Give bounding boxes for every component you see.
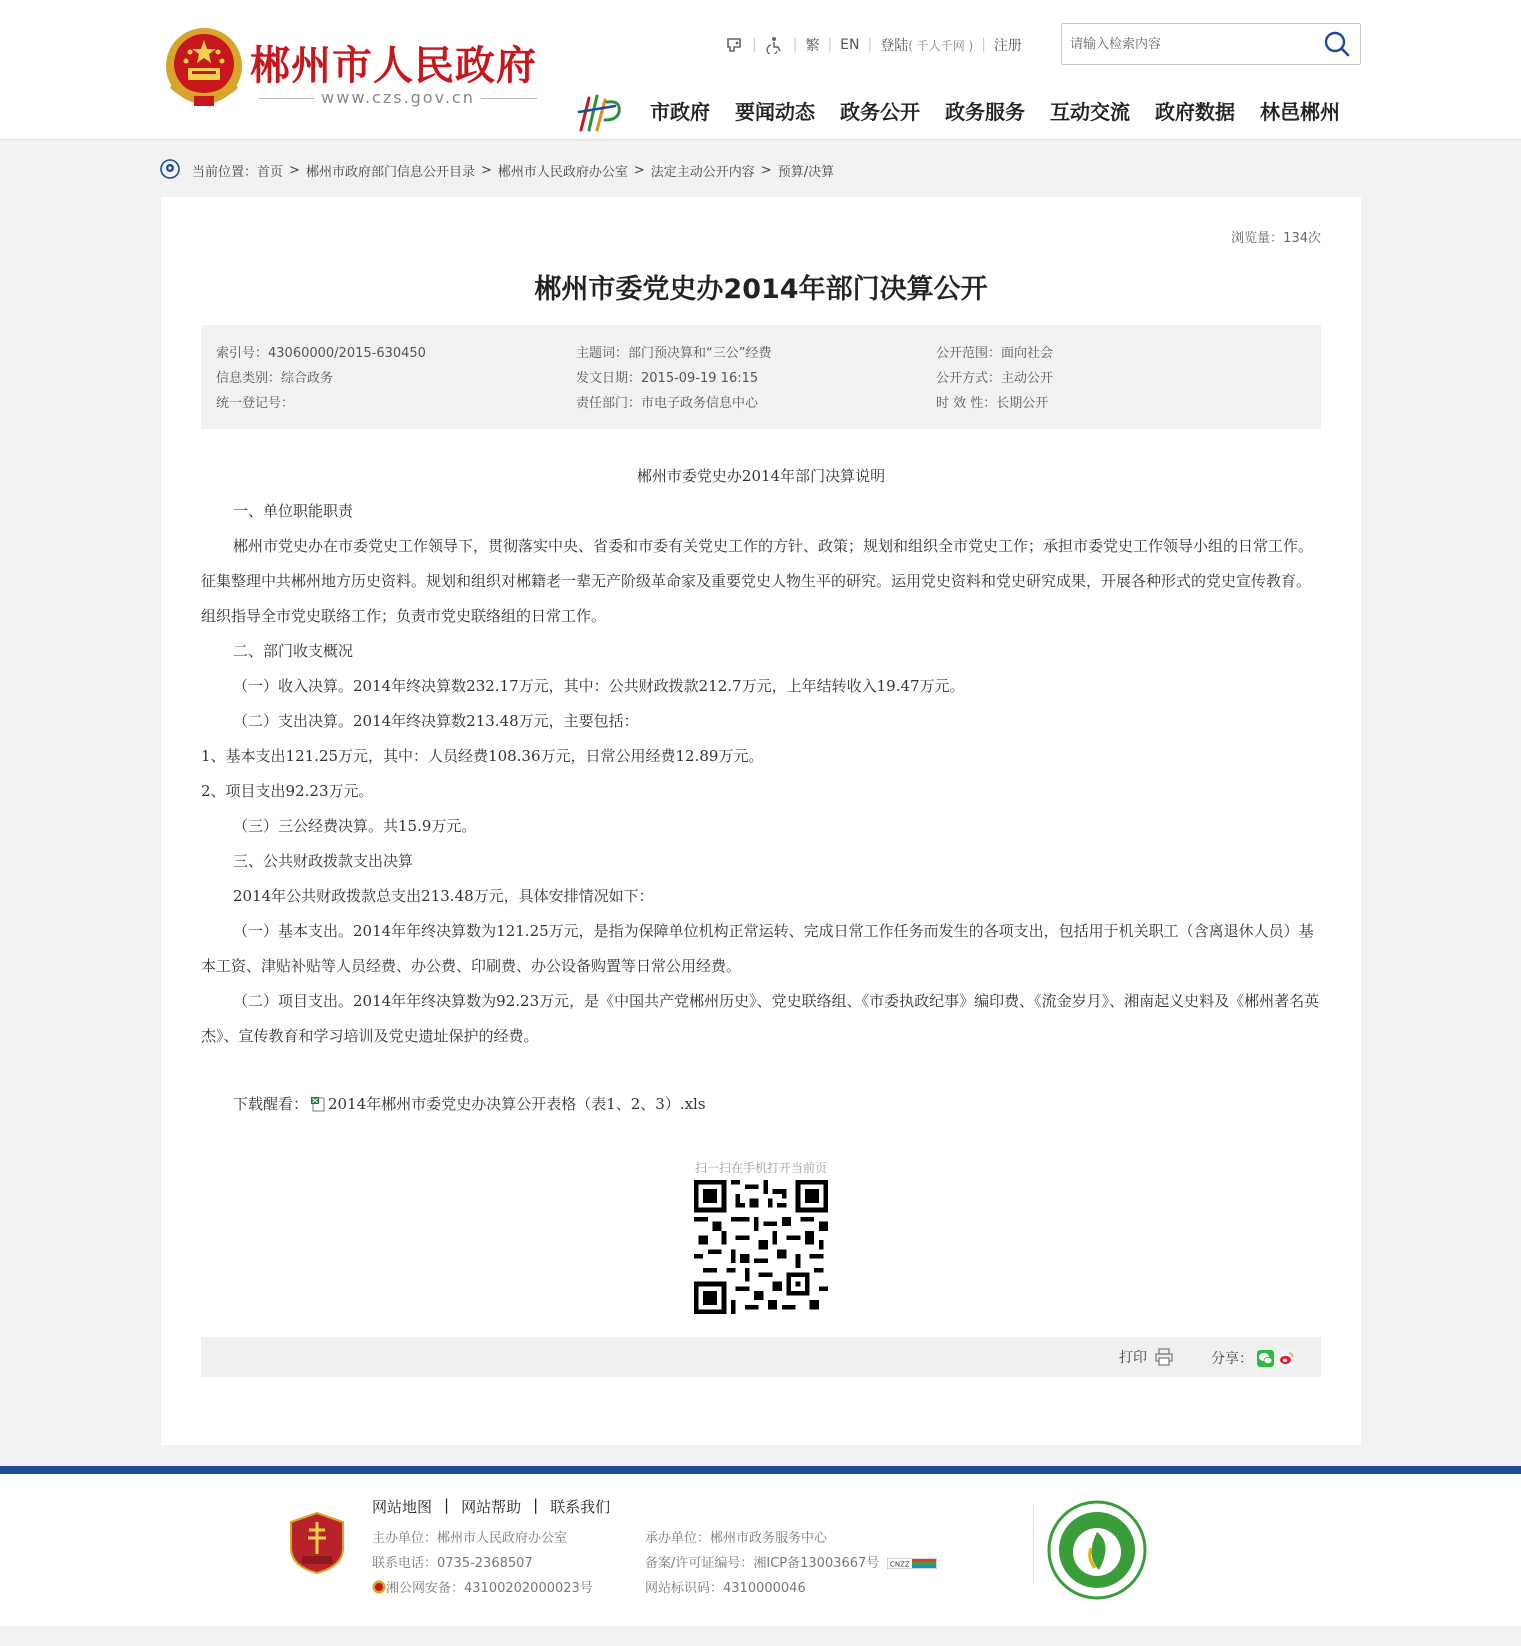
share-bar <box>201 1337 1321 1377</box>
article-card <box>161 197 1361 1445</box>
bottom-strip <box>0 1626 1521 1646</box>
paragraph: 1、基本支出121.25万元，其中：人员经费108.36万元，日常公用经费12.89万元。 <box>201 747 764 765</box>
paragraph: （一）基本支出。2014年年终决算数为121.25万元，是指为保障单位机构正常运转、完成日常工作任务而发生的各项支出，包括用于机关职工（含离退休人员）基本工资、津贴补贴等人员经费、办公费、印刷费、办公设备购置等日常公用经费。 <box>201 922 1314 975</box>
breadcrumb-budget[interactable]: 预算/决算 <box>777 164 835 180</box>
paragraph: （二）支出决算。2014年终决算数213.48万元，主要包括： <box>233 712 639 730</box>
meta-dept: 责任部门：市电子政务信息中心 <box>576 396 759 411</box>
meta-method: 公开方式：主动公开 <box>936 371 1054 386</box>
footer-links: 网站地图 | 网站帮助 | 联系我们 <box>372 1496 611 1516</box>
article-body <box>201 459 1321 1054</box>
download-file-link[interactable]: 2014年郴州市委党史办决算公开表格（表1、2、3）.xls <box>328 1095 706 1113</box>
nav-gov-affairs-open[interactable]: 政务公开 <box>840 100 920 124</box>
footer-contact-link[interactable]: 联系我们 <box>550 1498 611 1516</box>
paragraph: （一）收入决算。2014年终决算数232.17万元，其中：公共财政拨款212.7万元，上年结转收入19.47万元。 <box>233 677 965 695</box>
meta-date: 发文日期：2015-09-19 16:15 <box>576 371 759 386</box>
breadcrumb-label: 当前位置： <box>192 164 258 180</box>
top-links: | | 繁 | EN | 登陆 ( 千人千网 ) | 注册 <box>724 34 1022 56</box>
section-heading: 二、部门收支概况 <box>233 642 354 660</box>
footer-help-link[interactable]: 网站帮助 <box>461 1498 522 1516</box>
party-government-badge-icon[interactable] <box>290 1512 344 1574</box>
site-url-text: www.czs.gov.cn <box>321 88 475 107</box>
civilization-badge-icon[interactable] <box>1047 1500 1147 1600</box>
qr-caption: 扫一扫在手机打开当前页 <box>694 1161 827 1175</box>
footer-site-id: 网站标识码：4310000046 <box>645 1581 806 1596</box>
meta-subject: 主题词：部门预决算和“三公”经费 <box>576 346 772 361</box>
paragraph: 郴州市党史办在市委党史工作领导下，贯彻落实中央、省委和市委有关党史工作的方针、政策；规划和组织全市党史工作；承担市委党史工作领导小组的日常工作。征集整理中共郴州地方历史资料。规划和组织对郴籍老一辈无产阶级革命家及重要党史人物生平的研究。运用党史资料和党史研究成果，开展各种形式的党史宣传教育。组织指导全市党史联络工作；负责市党史联络组的日常工作。 <box>201 537 1314 625</box>
print-button[interactable] <box>1119 1347 1175 1367</box>
print-icon <box>1153 1348 1175 1366</box>
nav-gov-services[interactable]: 政务服务 <box>945 100 1025 124</box>
police-badge-icon <box>372 1580 386 1594</box>
login-link[interactable]: 登陆 <box>880 38 909 54</box>
national-emblem-icon <box>164 26 244 112</box>
share-label: 分享： <box>1211 1351 1253 1367</box>
english-link[interactable]: EN <box>840 37 860 53</box>
print-label: 打印 <box>1119 1350 1147 1366</box>
linyi-logo-icon <box>575 90 627 134</box>
excel-file-icon <box>310 1096 326 1112</box>
site-header <box>0 0 1521 140</box>
footer-info-right <box>645 1526 937 1601</box>
footer-info-left <box>372 1526 593 1601</box>
download-label: 下载醒看： <box>233 1095 309 1113</box>
register-link[interactable]: 注册 <box>993 38 1022 54</box>
search-button[interactable] <box>1322 29 1352 59</box>
footer-icp-row <box>645 1551 937 1576</box>
qr-code <box>694 1180 828 1314</box>
paragraph: 2、项目支出92.23万元。 <box>201 782 374 800</box>
footer-sitemap-link[interactable]: 网站地图 <box>372 1498 433 1516</box>
cnzz-badge-icon[interactable] <box>887 1558 937 1569</box>
article-title: 郴州市委党史办2014年部门决算公开 <box>534 274 988 305</box>
site-footer <box>0 1474 1521 1626</box>
footer-accent-bar <box>0 1466 1521 1474</box>
nav-city-government[interactable]: 市政府 <box>650 100 710 124</box>
site-title[interactable]: 郴州市人民政府 <box>250 43 537 89</box>
share-group <box>1211 1348 1295 1368</box>
paragraph: （三）三公经费决算。共15.9万元。 <box>233 817 477 835</box>
download-row <box>233 1093 706 1114</box>
footer-icp[interactable]: 备案/许可证编号：湘ICP备13003667号 <box>645 1556 880 1571</box>
weibo-icon[interactable] <box>1278 1350 1295 1367</box>
footer-police-record[interactable] <box>372 1576 593 1601</box>
traditional-chinese-link[interactable]: 繁 <box>805 38 820 54</box>
footer-divider <box>1033 1504 1034 1584</box>
search-box <box>1061 23 1361 65</box>
section-heading: 三、公共财政拨款支出决算 <box>233 852 414 870</box>
nav-linyi-chenzhou[interactable]: 林邑郴州 <box>1260 100 1340 124</box>
site-url <box>250 88 546 107</box>
body-heading: 郴州市委党史办2014年部门决算说明 <box>636 467 886 485</box>
screen-reader-icon[interactable] <box>724 35 744 55</box>
nav-news[interactable]: 要闻动态 <box>735 100 815 124</box>
meta-category: 信息类别：综合政务 <box>216 371 334 386</box>
meta-reg-no: 统一登记号： <box>216 396 295 411</box>
breadcrumb-office[interactable]: 郴州市人民政府办公室 <box>497 164 628 180</box>
footer-phone: 联系电话：0735-2368507 <box>372 1556 533 1571</box>
breadcrumb-legal-content[interactable]: 法定主动公开内容 <box>650 164 755 180</box>
section-heading: 一、单位职能职责 <box>233 502 354 520</box>
location-pin-icon <box>160 159 180 181</box>
search-icon <box>1323 30 1351 58</box>
login-note: ( 千人千网 ) <box>908 38 974 53</box>
wechat-icon[interactable] <box>1257 1350 1274 1367</box>
article-meta <box>201 325 1321 429</box>
nav-gov-data[interactable]: 政府数据 <box>1155 100 1235 124</box>
search-input[interactable] <box>1070 32 1310 56</box>
view-count: 浏览量：134次 <box>1231 231 1321 246</box>
paragraph: （二）项目支出。2014年年终决算数为92.23万元，是《中国共产党郴州历史》、党史联络组、《市委执政纪事》编印费、《流金岁月》、湘南起义史料及《郴州著名英杰》、宣传教育和学习培训及党史遗址保护的经费。 <box>201 992 1320 1045</box>
breadcrumb: 当前位置： 首页 > 郴州市政府部门信息公开目录 > 郴州市人民政府办公室 > 法定主动公开内容 > 预算/决算 <box>160 158 834 182</box>
breadcrumb-catalog[interactable]: 郴州市政府部门信息公开目录 <box>305 164 475 180</box>
meta-scope: 公开范围：面向社会 <box>936 346 1054 361</box>
footer-police-text: 湘公网安备：43100202000023号 <box>386 1581 593 1596</box>
main-nav <box>650 96 1340 125</box>
paragraph: 2014年公共财政拨款总支出213.48万元，具体安排情况如下： <box>233 887 654 905</box>
cnzz-text: CNZZ <box>890 1560 911 1569</box>
meta-index-no: 索引号：43060000/2015-630450 <box>216 346 426 361</box>
footer-organizer: 承办单位：郴州市政务服务中心 <box>645 1531 828 1546</box>
meta-validity: 时 效 性：长期公开 <box>936 396 1049 411</box>
footer-sponsor: 主办单位：郴州市人民政府办公室 <box>372 1531 568 1546</box>
nav-interaction[interactable]: 互动交流 <box>1050 100 1130 124</box>
breadcrumb-home[interactable]: 首页 <box>257 164 284 180</box>
accessibility-icon[interactable] <box>765 35 785 55</box>
